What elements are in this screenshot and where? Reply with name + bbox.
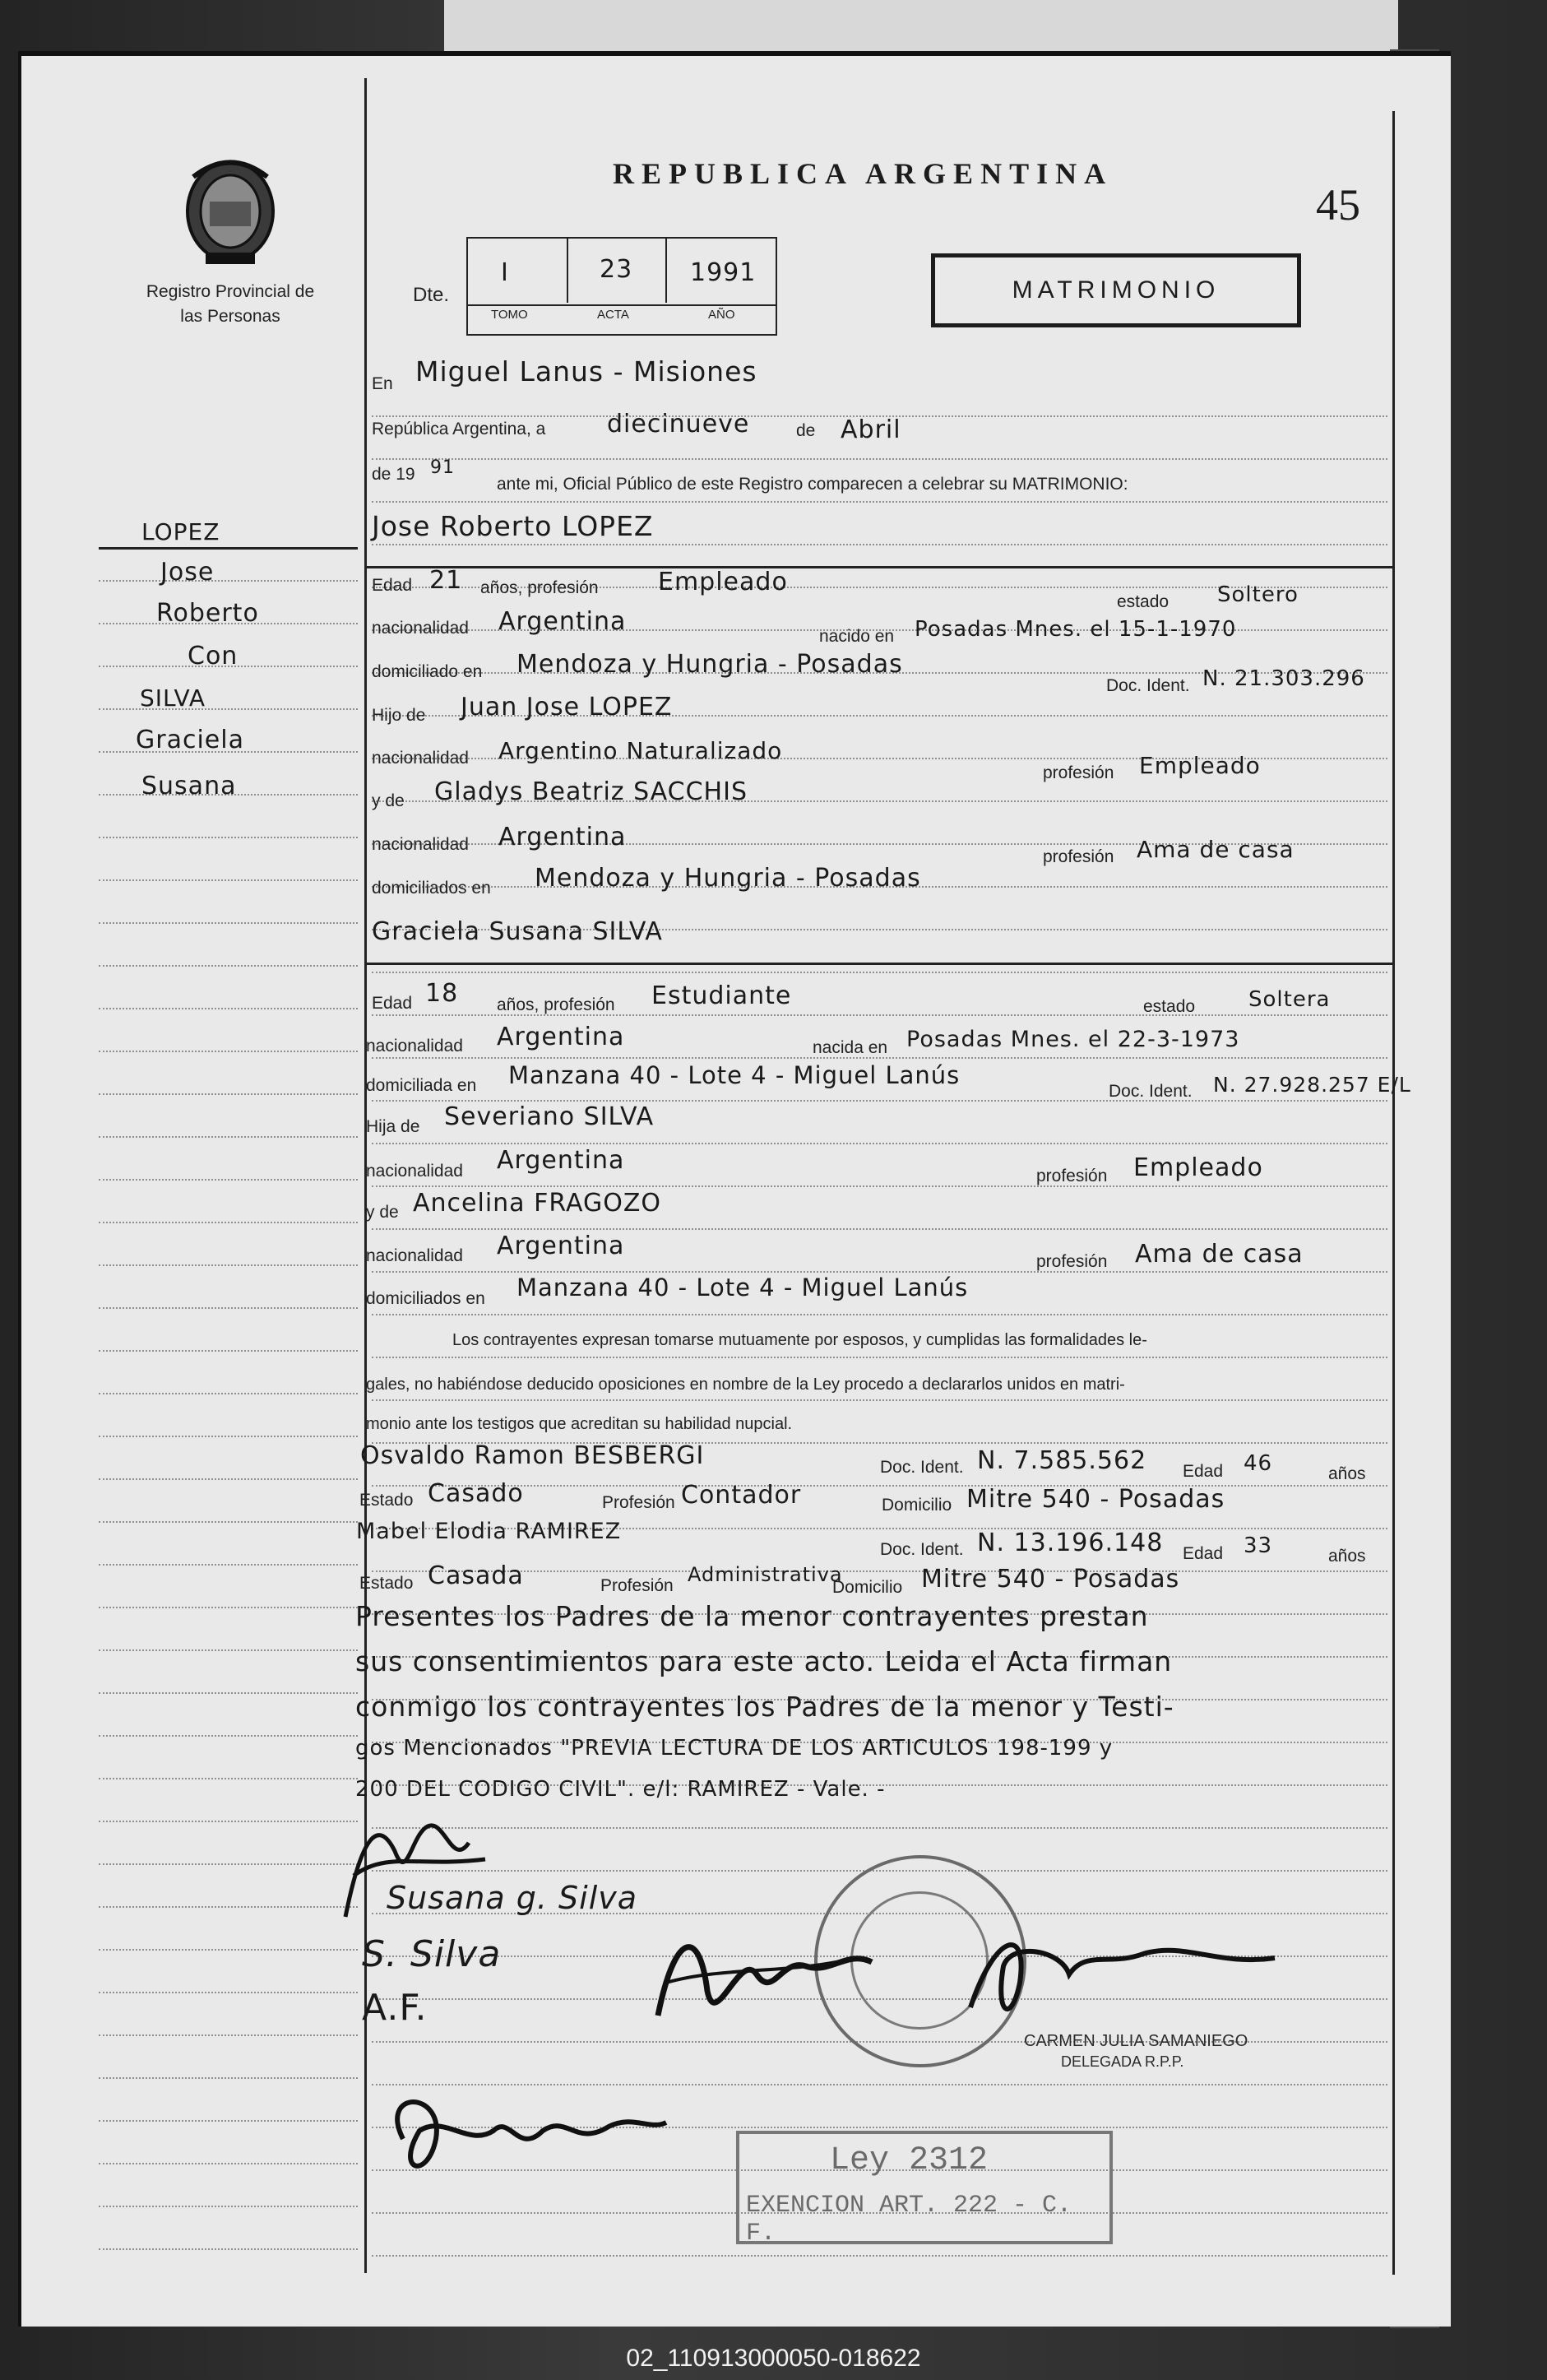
ruled-line [372,972,1387,973]
bride-parents-dom: Manzana 40 - Lote 4 - Miguel Lanús [516,1274,969,1301]
bride-name: Graciela Susana SILVA [372,917,663,946]
ruled-line [372,1271,1387,1273]
margin-underline [99,547,358,550]
ruled-line [372,1827,1387,1829]
margin-ruled-line [99,2206,358,2207]
margin-ruled-line [99,1607,358,1608]
image-caption: 02_110913000050-018622 [626,2345,921,2372]
groom-father-prof: Empleado [1139,752,1261,779]
year-suffix: 91 [430,457,455,478]
groom-estado-label: estado [1117,592,1170,611]
declaration-line-1: Los contrayentes expresan tomarse mutuamente por esposos, y cumplidas las formalidades le- [452,1331,1147,1349]
groom-name: Jose Roberto LOPEZ [372,510,654,542]
groom-profesion-label: años, profesión [480,578,599,597]
day: diecinueve [607,410,750,438]
groom-estado: Soltero [1217,582,1299,607]
registry-name: Registro Provincial de las Personas [146,282,315,326]
margin-ruled-line [99,1350,358,1352]
ano-label: AÑO [708,308,735,322]
ruled-line [372,1100,1387,1102]
margin-ruled-line [99,1436,358,1437]
ruled-line [372,501,1387,503]
record-reference-box [466,237,777,336]
witness-1-prof: Contador [681,1481,802,1510]
ruled-line [372,2255,1387,2257]
bride-estado: Soltera [1248,987,1331,1012]
groom-dom-label: domiciliado en [372,662,483,681]
bride-yde-label: y de [366,1203,399,1222]
margin-ruled-line [99,1649,358,1651]
margin-ruled-line [99,1735,358,1737]
witness-1-estado-label: Estado [359,1491,414,1510]
groom-mother: Gladys Beatriz SACCHIS [434,777,748,806]
dte-label: Dte. [413,284,450,306]
ruled-line [372,458,1387,460]
margin-ruled-line [99,1051,358,1052]
witness-2-name: Mabel Elodia RAMIREZ [356,1519,622,1544]
bride-edad-label: Edad [372,994,413,1013]
groom-parents-dom-label: domiciliados en [372,879,491,898]
republica-label: República Argentina, a [372,420,546,438]
margin-ruled-line [99,708,358,710]
bride-father-nac: Argentina [497,1146,625,1175]
margin-ruled-line [99,1307,358,1309]
bride-parents-dom-label: domiciliados en [366,1289,485,1308]
margin-ruled-line [99,1564,358,1566]
groom-father-prof-label: profesión [1043,763,1114,782]
bride-profesion: Estudiante [651,981,792,1010]
groom-doc-label: Doc. Ident. [1106,676,1190,695]
witness-2-dom: Mitre 540 - Posadas [921,1565,1180,1594]
bride-nacida-label: nacida en [813,1038,888,1057]
margin-ruled-line [99,1906,358,1908]
bride-father-prof-label: profesión [1036,1167,1108,1185]
margin-ruled-line [99,1478,358,1480]
margin-ruled-line [99,965,358,967]
witness-1-edad: 46 [1244,1451,1273,1476]
stamp-line-1: Ley 2312 [830,2142,989,2179]
declaration-line-2: gales, no habiéndose deducido oposiciones en nombre de la Ley procedo a declararlos unidos en matri- [366,1376,1125,1394]
bride-profesion-label: años, profesión [497,995,615,1014]
margin-ruled-line [99,1093,358,1095]
margin-ruled-line [99,922,358,924]
bride-estado-label: estado [1143,997,1196,1016]
witness-2-edad: 33 [1244,1533,1273,1558]
witness-1-doc-label: Doc. Ident. [880,1458,964,1477]
oficial-text: ante mi, Oficial Público de este Registro comparecen a celebrar su MATRIMONIO: [497,475,1128,494]
margin-ruled-line [99,1521,358,1523]
acta-label: ACTA [597,308,629,322]
ruled-line [372,1357,1387,1358]
margin-ruled-line [99,1949,358,1951]
bride-dom-label: domiciliada en [366,1076,477,1095]
witness-1-edad-label: Edad [1183,1462,1224,1481]
groom-doc: N. 21.303.296 [1202,666,1365,691]
groom-father: Juan Jose LOPEZ [461,693,673,721]
bride-nacida: Posadas Mnes. el 22-3-1973 [906,1027,1240,1052]
groom-mother-nac-label: nacionalidad [372,835,469,854]
margin-ruled-line [99,1393,358,1394]
de-label: de [796,421,816,440]
groom-father-nac: Argentino Naturalizado [498,737,783,764]
ruled-line [372,1185,1387,1187]
af-signature: A.F. [362,1987,428,2029]
country-title: REPUBLICA ARGENTINA [613,157,1114,190]
exemption-stamp [736,2131,1113,2248]
margin-ruled-line [99,1692,358,1694]
margin-given-1a: Jose [160,558,215,587]
margin-given-1b: Roberto [156,599,259,628]
s-silva-signature: S. Silva [362,1933,502,1975]
margin-ruled-line [99,879,358,881]
father-signature [641,1917,888,2040]
groom-parents-dom: Mendoza y Hungria - Posadas [535,864,921,893]
margin-ruled-line [99,2248,358,2250]
margin-connector: Con [188,642,239,670]
right-border [1392,111,1395,2275]
note-line-5: 200 DEL CODIGO CIVIL". e/l: RAMIREZ - Vale. - [355,1777,886,1802]
coat-of-arms-icon [177,152,284,271]
groom-profesion: Empleado [658,568,788,596]
bride-nac-label: nacionalidad [366,1037,463,1055]
margin-ruled-line [99,1778,358,1779]
ano-value: 1991 [690,258,757,287]
witness-1-dom-label: Domicilio [882,1496,952,1515]
bride-mother: Ancelina FRAGOZO [413,1189,661,1218]
witness-2-doc-label: Doc. Ident. [880,1540,964,1559]
next-page-edge [444,0,1398,58]
bride-father-prof: Empleado [1133,1153,1263,1182]
margin-ruled-line [99,1264,358,1266]
witness-2-estado-label: Estado [359,1574,414,1593]
bride-hija-label: Hija de [366,1117,420,1136]
stamp-line-2: EXENCION ART. 222 - C. F. [746,2192,1072,2248]
bride-father: Severiano SILVA [444,1102,655,1131]
margin-ruled-line [99,837,358,838]
witness-2-dom-label: Domicilio [832,1578,903,1597]
official-signature [946,1917,1291,2032]
ruled-line [372,544,1387,545]
groom-edad: 21 [429,566,463,595]
margin-given-2b: Susana [141,772,237,800]
month: Abril [841,415,901,444]
groom-nac-label: nacionalidad [372,619,469,638]
margin-given-2a: Graciela [136,726,244,754]
margin-surname-2: SILVA [140,684,206,712]
margin-ruled-line [99,2034,358,2036]
margin-ruled-line [99,580,358,582]
declaration-line-3: monio ante los testigos que acreditan su habilidad nupcial. [366,1415,793,1433]
bride-doc-label: Doc. Ident. [1109,1082,1193,1101]
groom-father-nac-label: nacionalidad [372,749,469,768]
bride-mother-prof-label: profesión [1036,1252,1108,1271]
margin-ruled-line [99,1008,358,1009]
witness-1-estado: Casado [428,1479,524,1508]
witness-1-prof-label: Profesión [602,1493,675,1512]
witness-2-anos-label: años [1328,1547,1366,1566]
note-line-4: gos Mencionados "PREVIA LECTURA DE LOS ARTICULOS 198-199 y [355,1736,1114,1761]
groom-mother-nac: Argentina [498,823,627,851]
margin-ruled-line [99,1992,358,1993]
groom-nacido: Posadas Mnes. el 15-1-1970 [915,617,1237,642]
witness-2-doc: N. 13.196.148 [977,1529,1164,1557]
margin-ruled-line [99,1179,358,1181]
en-label: En [372,374,393,393]
margin-ruled-line [99,1863,358,1865]
witness-1-name: Osvaldo Ramon BESBERGI [360,1441,705,1470]
margin-surname-1: LOPEZ [141,518,220,545]
margin-ruled-line [99,1222,358,1223]
groom-nac: Argentina [498,607,627,636]
groom-hijo-label: Hijo de [372,706,426,725]
de-year-label: de 19 [372,465,415,484]
groom-edad-label: Edad [372,576,413,595]
official-name: CARMEN JULIA SAMANIEGO [1024,2032,1248,2050]
witness-1-doc: N. 7.585.562 [977,1446,1147,1475]
witness-2-prof: Administrativa [688,1563,843,1586]
act-type-box: MATRIMONIO [931,253,1301,327]
bride-mother-nac: Argentina [497,1232,625,1260]
groom-mother-prof-label: profesión [1043,847,1114,866]
ruled-line [372,1399,1387,1401]
groom-nacido-label: nacido en [819,627,895,646]
bride-divider [366,963,1392,965]
note-line-2: sus consentimientos para este acto. Leida el Acta firman [355,1645,1173,1677]
bride-signature: Susana g. Silva [387,1880,638,1916]
tomo-label: TOMO [491,308,528,322]
place: Miguel Lanus - Misiones [415,355,757,387]
official-title: DELEGADA R.P.P. [1061,2053,1184,2070]
witness-signature [370,2081,683,2188]
groom-yde-label: y de [372,791,405,810]
bride-dom: Manzana 40 - Lote 4 - Miguel Lanús [508,1061,961,1089]
bride-father-nac-label: nacionalidad [366,1162,463,1181]
witness-2-prof-label: Profesión [600,1576,674,1595]
groom-divider [366,566,1392,568]
groom-dom: Mendoza y Hungria - Posadas [516,650,903,679]
note-line-3: conmigo los contrayentes los Padres de la menor y Testi- [355,1691,1174,1723]
margin-ruled-line [99,2077,358,2079]
ruled-line [372,1570,1387,1572]
note-line-1: Presentes los Padres de la menor contrayentes prestan [355,1600,1149,1632]
witness-2-edad-label: Edad [1183,1544,1224,1563]
acta-value: 23 [600,255,633,284]
bride-nac: Argentina [497,1023,625,1051]
bride-edad: 18 [425,979,459,1008]
witness-1-anos-label: años [1328,1464,1366,1483]
ruled-line [372,1485,1387,1487]
witness-1-dom: Mitre 540 - Posadas [966,1485,1225,1514]
margin-ruled-line [99,1136,358,1138]
margin-ruled-line [99,2163,358,2164]
bride-doc: N. 27.928.257 E/L [1213,1073,1411,1097]
ruled-line [372,1228,1387,1230]
margin-ruled-line [99,2120,358,2122]
ruled-line [372,1314,1387,1315]
witness-2-estado: Casada [428,1561,524,1590]
groom-mother-prof: Ama de casa [1137,836,1295,863]
bride-mother-nac-label: nacionalidad [366,1246,463,1265]
ruled-line [372,1143,1387,1144]
margin-ruled-line [99,1821,358,1822]
bride-mother-prof: Ama de casa [1135,1240,1304,1269]
tomo-value: I [501,258,509,287]
page-number: 45 [1316,180,1360,230]
